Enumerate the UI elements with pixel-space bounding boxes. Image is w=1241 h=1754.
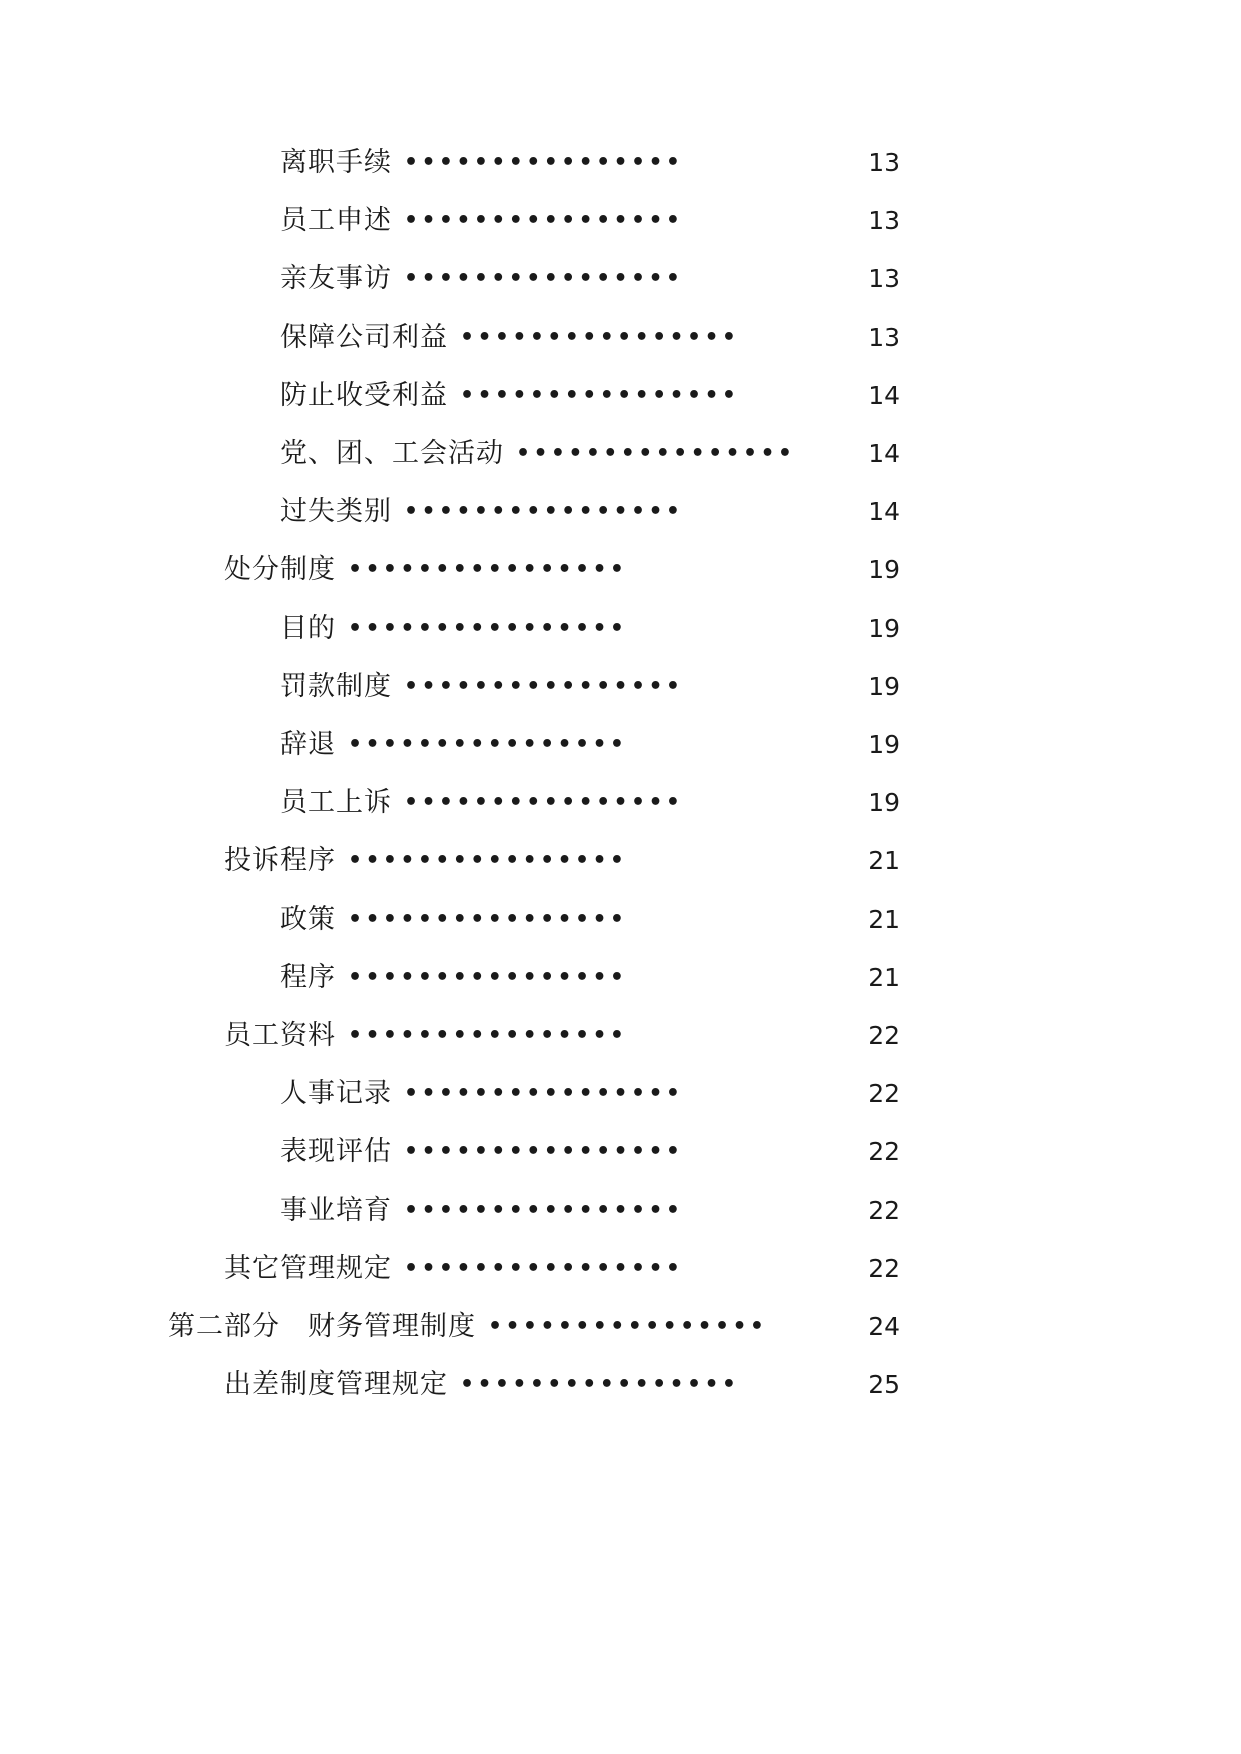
- dot-leader: ••••••••••••••••: [488, 1314, 768, 1339]
- dot-leader: ••••••••••••••••: [348, 615, 628, 641]
- dot-leader: ••••••••••••••••: [348, 1023, 628, 1048]
- toc-entry-page: 21: [868, 846, 900, 876]
- toc-entry-title: 程序: [280, 961, 336, 993]
- toc-entry[interactable]: [280, 434, 910, 474]
- toc-entry-page: 21: [868, 962, 900, 992]
- toc-entry[interactable]: [224, 1365, 910, 1405]
- toc-entry[interactable]: [168, 1307, 910, 1347]
- toc-entry-page: 14: [868, 497, 900, 527]
- toc-entry[interactable]: [280, 201, 910, 241]
- dot-leader: ••••••••••••••••: [404, 673, 684, 699]
- toc-entry-title: 表现评估: [280, 1136, 392, 1168]
- toc-entry-page: 13: [868, 322, 900, 352]
- toc-entry-title: 员工资料: [224, 1020, 336, 1051]
- dot-leader: ••••••••••••••••: [348, 848, 628, 874]
- dot-leader: ••••••••••••••••: [348, 732, 628, 757]
- toc-entry[interactable]: [280, 143, 910, 183]
- toc-entry[interactable]: [280, 725, 910, 765]
- toc-entry-page: 19: [868, 671, 900, 701]
- toc-entry[interactable]: [224, 841, 910, 881]
- toc-entry-page: 13: [868, 148, 900, 177]
- toc-entry-title: 防止收受利益: [280, 379, 448, 411]
- toc-entry-page: 13: [868, 206, 900, 236]
- toc-entry-page: 22: [868, 1021, 900, 1050]
- toc-entry-title: 处分制度: [224, 554, 336, 586]
- toc-entry[interactable]: [280, 958, 910, 998]
- toc-entry[interactable]: [280, 318, 910, 358]
- dot-leader: ••••••••••••••••: [348, 557, 628, 583]
- toc-entry-title: 事业培育: [280, 1194, 392, 1226]
- dot-leader: ••••••••••••••••: [404, 790, 684, 816]
- toc-entry[interactable]: [280, 1074, 910, 1114]
- toc-entry-title: 人事记录: [280, 1078, 392, 1110]
- dot-leader: ••••••••••••••••: [516, 441, 796, 466]
- dot-leader: ••••••••••••••••: [404, 1139, 684, 1165]
- toc-entry-page: 19: [868, 788, 900, 818]
- toc-entry[interactable]: [224, 1016, 910, 1056]
- toc-entry-title: 其它管理规定: [224, 1252, 392, 1284]
- toc-entry[interactable]: [224, 550, 910, 590]
- toc-entry[interactable]: [280, 376, 910, 416]
- dot-leader: ••••••••••••••••: [404, 1081, 684, 1107]
- toc-entry-title: 党、团、工会活动: [280, 438, 504, 469]
- dot-leader: ••••••••••••••••: [404, 1197, 684, 1223]
- dot-leader: ••••••••••••••••: [460, 324, 740, 350]
- toc-entry-title: 员工上诉: [280, 787, 392, 819]
- toc-entry[interactable]: [224, 1249, 910, 1289]
- toc-entry-page: 22: [868, 1137, 900, 1167]
- toc-entry-title: 保障公司利益: [280, 321, 448, 353]
- toc-entry[interactable]: [280, 667, 910, 707]
- toc-entry-title: 离职手续: [280, 147, 392, 178]
- dot-leader: ••••••••••••••••: [404, 499, 684, 525]
- dot-leader: ••••••••••••••••: [404, 150, 684, 175]
- toc-entry-page: 14: [868, 439, 900, 468]
- toc-entry-page: 24: [868, 1312, 900, 1341]
- dot-leader: ••••••••••••••••: [460, 1372, 740, 1398]
- toc-entry[interactable]: [280, 609, 910, 649]
- dot-leader: ••••••••••••••••: [404, 208, 684, 234]
- toc-entry-title: 政策: [280, 903, 336, 935]
- toc-entry[interactable]: [280, 492, 910, 532]
- dot-leader: ••••••••••••••••: [404, 266, 684, 292]
- toc-entry-title: 员工申述: [280, 205, 392, 237]
- toc-entry-page: 22: [868, 1079, 900, 1109]
- toc-entry-title: 过失类别: [280, 496, 392, 528]
- toc-entry[interactable]: [280, 900, 910, 940]
- toc-entry-page: 14: [868, 380, 900, 410]
- toc-entry-page: 19: [868, 555, 900, 585]
- toc-entry-page: 13: [868, 264, 900, 294]
- toc-entry-title: 投诉程序: [224, 845, 336, 877]
- dot-leader: ••••••••••••••••: [460, 382, 740, 408]
- toc-entry-page: 19: [868, 730, 900, 759]
- toc-entry-page: 22: [868, 1195, 900, 1225]
- dot-leader: ••••••••••••••••: [348, 906, 628, 932]
- toc-entry-title: 罚款制度: [280, 670, 392, 702]
- toc-entry-title: 出差制度管理规定: [224, 1369, 448, 1401]
- toc-entry-page: 22: [868, 1253, 900, 1283]
- dot-leader: ••••••••••••••••: [348, 964, 628, 990]
- toc-entry-title: 第二部分 财务管理制度: [168, 1311, 476, 1342]
- toc-entry[interactable]: [280, 1191, 910, 1231]
- toc-entry[interactable]: [280, 783, 910, 823]
- toc-entry-title: 辞退: [280, 729, 336, 760]
- toc-entry-title: 亲友事访: [280, 263, 392, 295]
- toc-entry-page: 25: [868, 1370, 900, 1400]
- toc-entry[interactable]: [280, 1132, 910, 1172]
- toc-entry-page: 21: [868, 904, 900, 934]
- toc-entry[interactable]: [280, 259, 910, 299]
- dot-leader: ••••••••••••••••: [404, 1255, 684, 1281]
- toc-entry-page: 19: [868, 613, 900, 643]
- toc-entry-title: 目的: [280, 612, 336, 644]
